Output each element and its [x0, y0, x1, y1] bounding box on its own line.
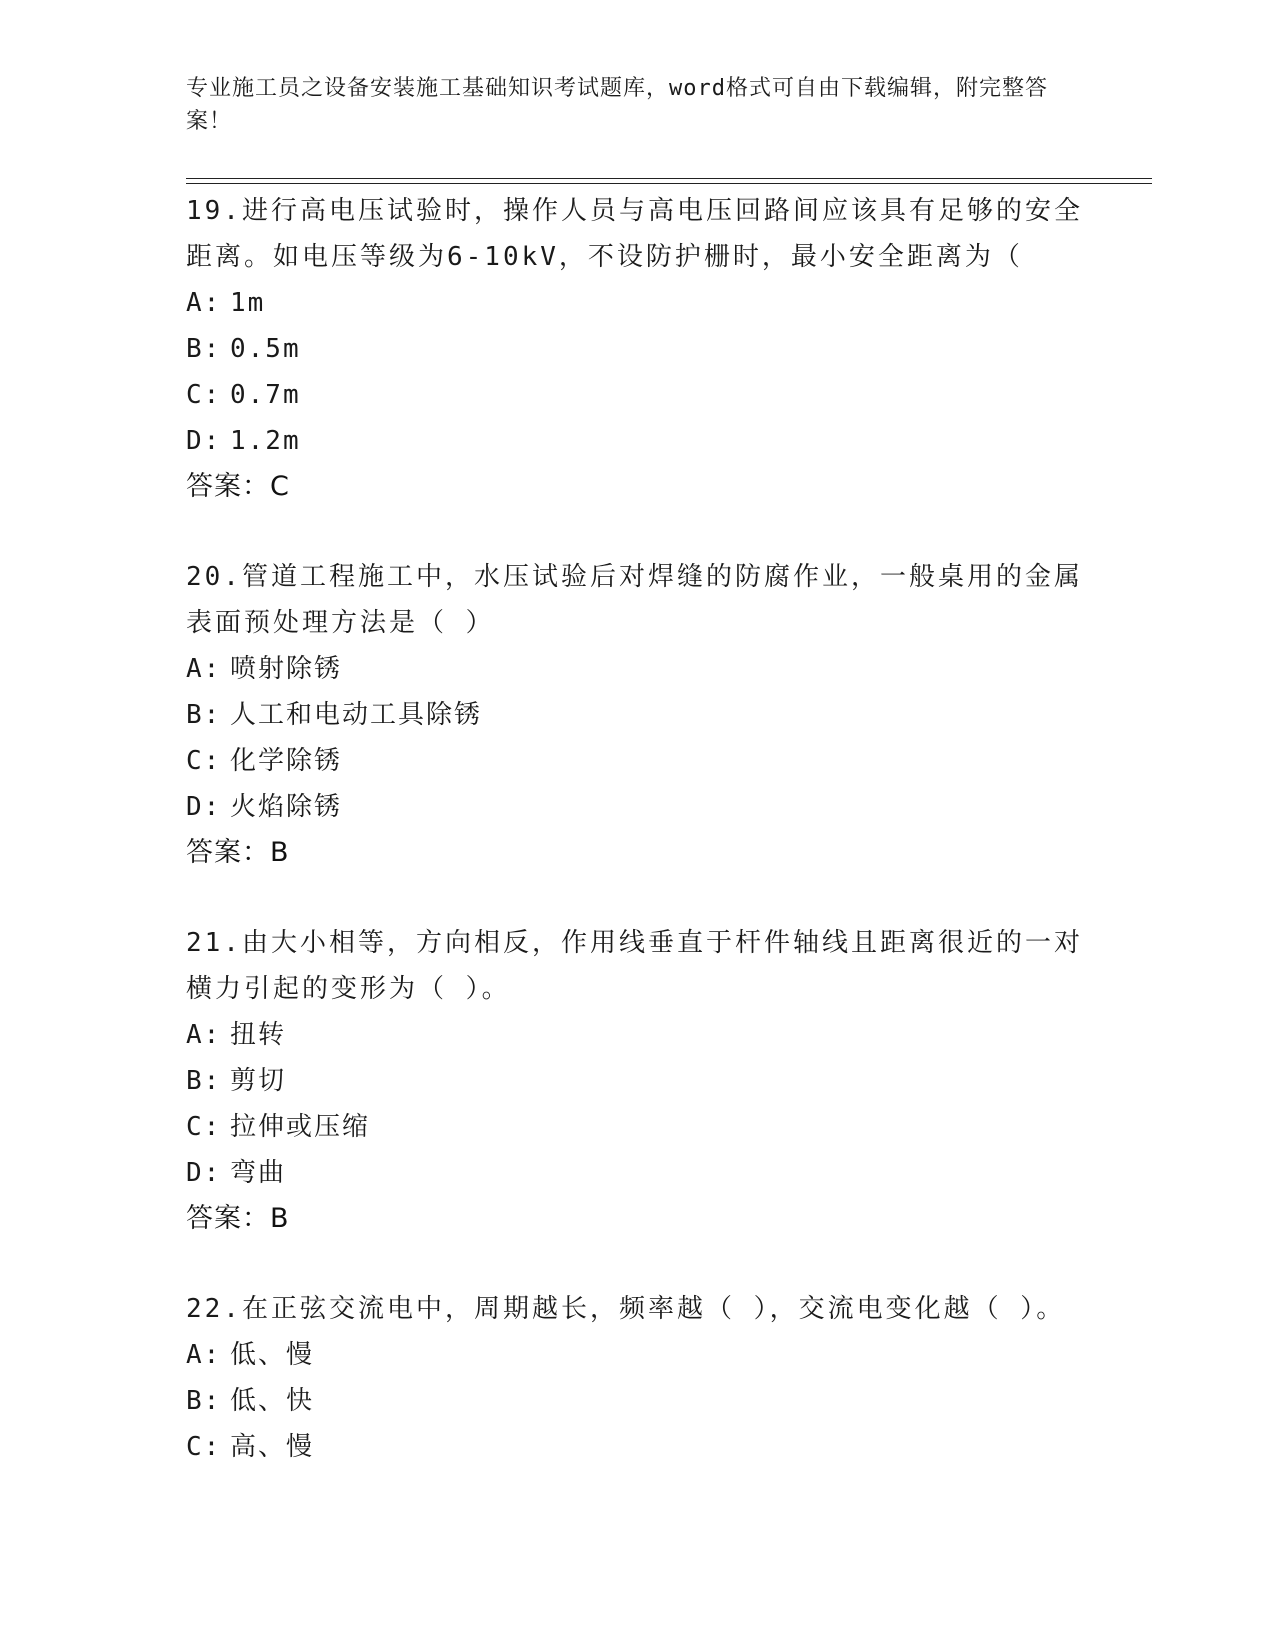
question-text: 21.由大小相等，方向相反，作用线垂直于杆件轴线且距离很近的一对横力引起的变形为（ ）。	[186, 928, 1083, 1004]
option-text: 火焰除锈	[230, 792, 343, 822]
header-rule-top	[186, 178, 1152, 179]
option-letter: D:	[186, 426, 222, 456]
option-text: 低、慢	[230, 1340, 315, 1370]
question-text: 20.管道工程施工中，水压试验后对焊缝的防腐作业，一般桌用的金属表面预处理方法是（ ）	[186, 562, 1083, 638]
option-letter: B:	[186, 1066, 222, 1096]
option-letter: B:	[186, 334, 222, 364]
question-22	[186, 1286, 1086, 1470]
document-header: 专业施工员之设备安装施工基础知识考试题库，word格式可自由下载编辑，附完整答案！	[186, 76, 1048, 134]
question-21	[186, 920, 1086, 1242]
option-a	[186, 646, 1086, 692]
question-20	[186, 554, 1086, 876]
option-letter: B:	[186, 1386, 222, 1416]
option-c	[186, 372, 1086, 418]
option-a	[186, 280, 1086, 326]
option-b	[186, 326, 1086, 372]
option-a	[186, 1012, 1086, 1058]
option-text: 1m	[230, 288, 266, 318]
option-text: 低、快	[230, 1386, 315, 1416]
question-19	[186, 188, 1086, 510]
option-b	[186, 1058, 1086, 1104]
option-c	[186, 1104, 1086, 1150]
option-text: 弯曲	[230, 1158, 287, 1188]
option-letter: A:	[186, 1340, 222, 1370]
question-text: 19.进行高电压试验时，操作人员与高电压回路间应该具有足够的安全距离。如电压等级为6-10kV，不设防护栅时，最小安全距离为（	[186, 196, 1083, 272]
option-c	[186, 1424, 1086, 1470]
option-c	[186, 738, 1086, 784]
header-rule-bottom	[186, 183, 1152, 184]
option-text: 0.7m	[230, 380, 301, 410]
option-letter: A:	[186, 1020, 222, 1050]
answer-line: 答案：B	[186, 1203, 290, 1234]
option-letter: C:	[186, 380, 222, 410]
option-d	[186, 1150, 1086, 1196]
option-letter: D:	[186, 1158, 222, 1188]
option-text: 1.2m	[230, 426, 301, 456]
option-text: 人工和电动工具除锈	[230, 700, 483, 730]
option-d	[186, 784, 1086, 830]
option-a	[186, 1332, 1086, 1378]
option-letter: A:	[186, 654, 222, 684]
option-b	[186, 1378, 1086, 1424]
answer-line: 答案：C	[186, 471, 290, 502]
option-text: 0.5m	[230, 334, 301, 364]
option-text: 化学除锈	[230, 746, 343, 776]
option-text: 高、慢	[230, 1432, 315, 1462]
option-letter: C:	[186, 746, 222, 776]
option-letter: C:	[186, 1432, 222, 1462]
option-text: 喷射除锈	[230, 654, 343, 684]
question-list	[186, 188, 1086, 1514]
option-letter: A:	[186, 288, 222, 318]
option-text: 拉伸或压缩	[230, 1112, 371, 1142]
option-text: 扭转	[230, 1020, 287, 1050]
option-d	[186, 418, 1086, 464]
option-text: 剪切	[230, 1066, 287, 1096]
answer-line: 答案：B	[186, 837, 290, 868]
option-b	[186, 692, 1086, 738]
option-letter: C:	[186, 1112, 222, 1142]
option-letter: D:	[186, 792, 222, 822]
option-letter: B:	[186, 700, 222, 730]
question-text: 22.在正弦交流电中，周期越长，频率越（ ），交流电变化越（ ）。	[186, 1294, 1066, 1324]
